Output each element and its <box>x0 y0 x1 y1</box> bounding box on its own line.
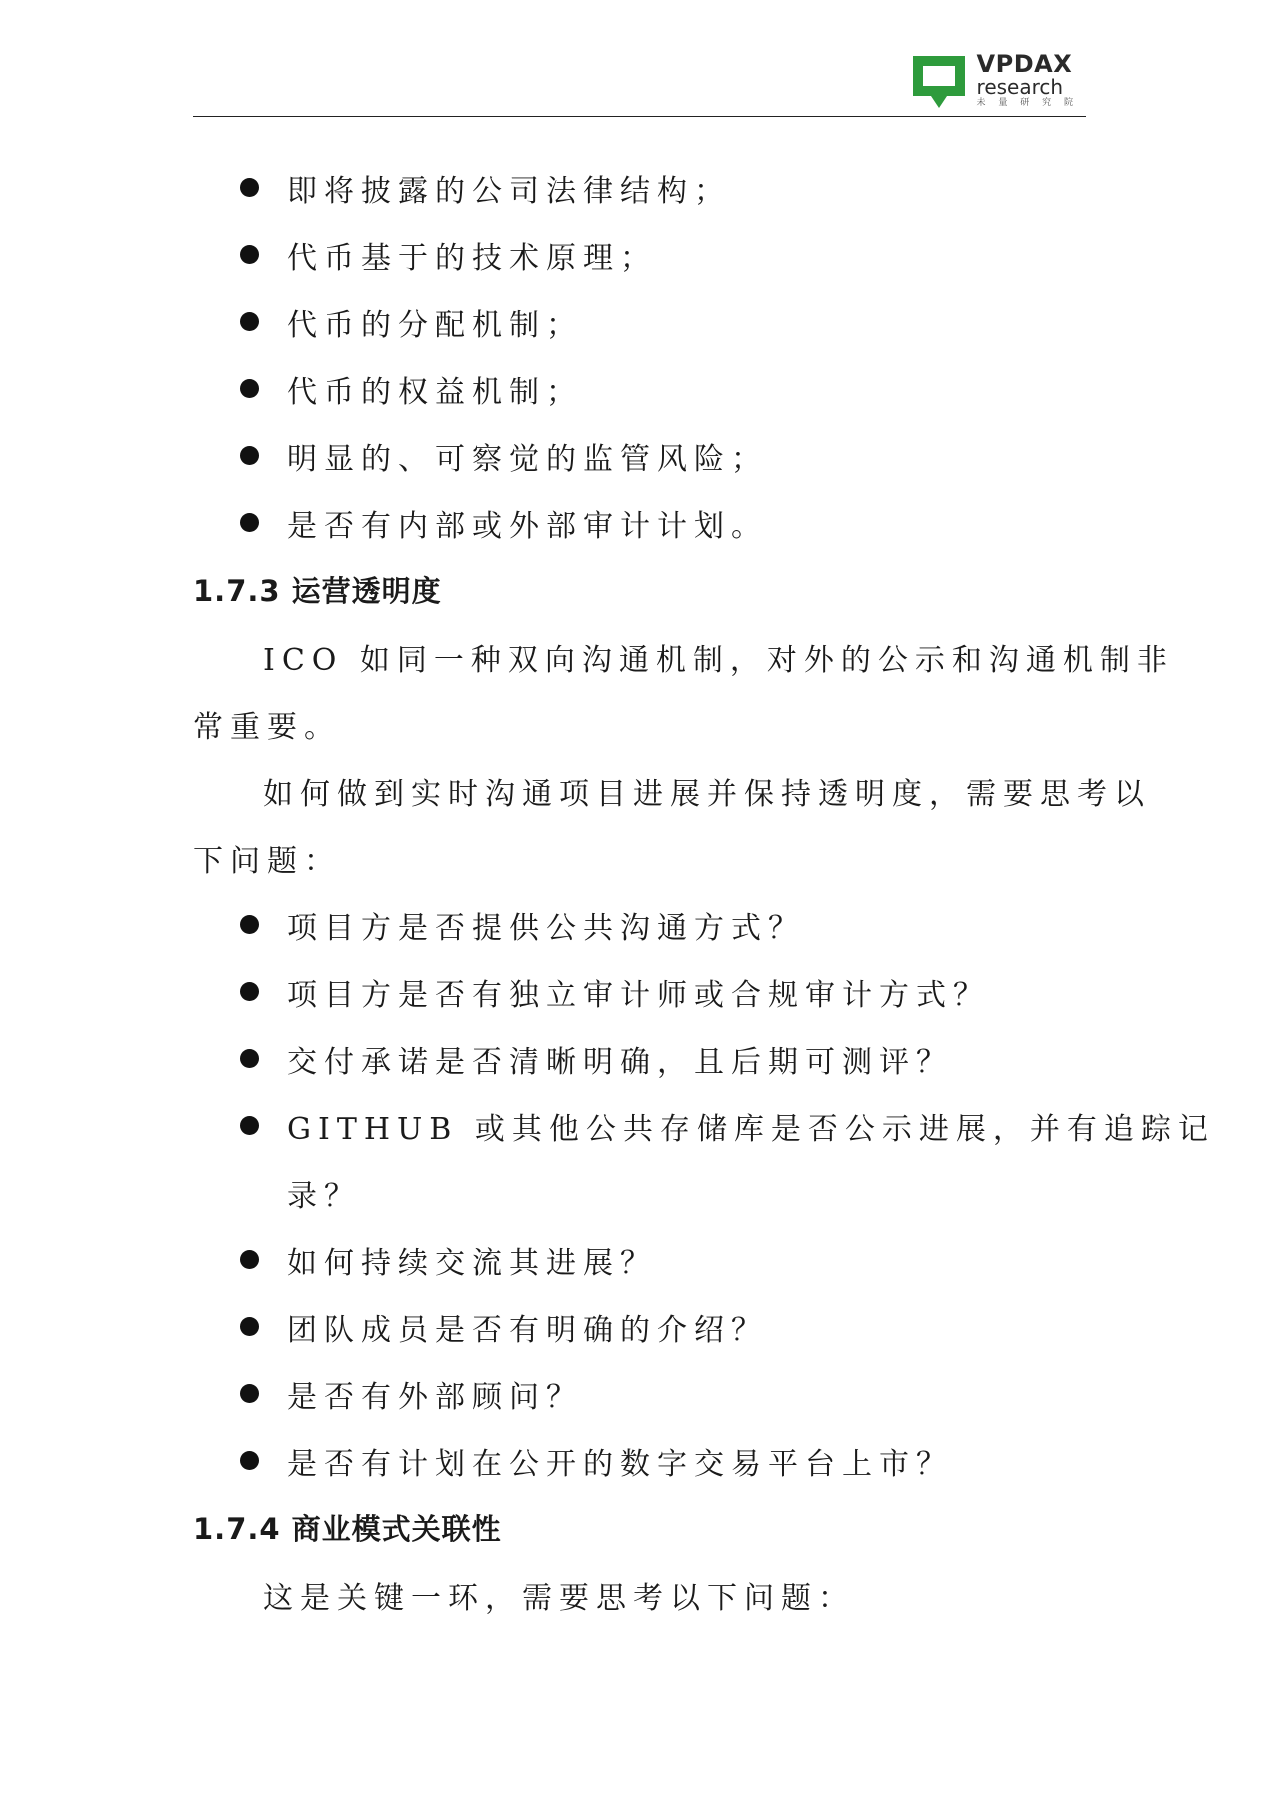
bullet-dot-icon <box>240 915 259 934</box>
paragraph-line: 常重要。 <box>193 709 341 745</box>
list-item-continuation: 录？ <box>287 1178 361 1214</box>
list-item-text: 代币基于的技术原理； <box>287 240 657 276</box>
list-item <box>193 891 1086 958</box>
bullet-dot-icon <box>240 1384 259 1403</box>
list-item <box>193 288 1086 355</box>
list-item-text: GITHUB 或其他公共存储库是否公示进展，并有追踪记 <box>287 1111 1215 1147</box>
list-item-text: 是否有内部或外部审计计划。 <box>287 508 768 544</box>
list-item-text: 是否有外部顾问？ <box>287 1379 583 1415</box>
list-item <box>193 1427 1086 1494</box>
list-item <box>193 1360 1086 1427</box>
list-item-text: 代币的权益机制； <box>287 374 583 410</box>
bullet-dot-icon <box>240 379 259 398</box>
list-item <box>193 355 1086 422</box>
paragraph-line: 这是关键一环，需要思考以下问题： <box>263 1580 855 1616</box>
bullet-dot-icon <box>240 1116 259 1135</box>
list-item <box>193 1025 1086 1092</box>
list-item-text: 项目方是否有独立审计师或合规审计方式？ <box>287 977 990 1013</box>
list-item <box>193 958 1086 1025</box>
section-heading-1-7-3: 1.7.3 运营透明度 <box>193 574 442 608</box>
bullet-dot-icon <box>240 1049 259 1068</box>
logo-chinese-name: 未 量 研 究 院 <box>976 98 1078 108</box>
list-item <box>193 489 1086 556</box>
speech-bubble-logo-icon <box>909 52 969 112</box>
list-item-text: 是否有计划在公开的数字交易平台上市？ <box>287 1446 953 1482</box>
list-item-text: 团队成员是否有明确的介绍？ <box>287 1312 768 1348</box>
list-item-text: 明显的、可察觉的监管风险； <box>287 441 768 477</box>
bullet-dot-icon <box>240 178 259 197</box>
list-item <box>193 221 1086 288</box>
list-item-text: 如何持续交流其进展？ <box>287 1245 657 1281</box>
paragraph-line: 如何做到实时沟通项目进展并保持透明度，需要思考以 <box>263 776 1151 812</box>
list-item <box>193 154 1086 221</box>
bullet-dot-icon <box>240 245 259 264</box>
page-header <box>193 40 1086 117</box>
vpdax-logo <box>909 52 1078 112</box>
list-item <box>193 1226 1086 1293</box>
logo-brand: VPDAX <box>976 50 1073 78</box>
paragraph-line: 下问题： <box>193 843 341 879</box>
bullet-dot-icon <box>240 982 259 1001</box>
list-item <box>193 1293 1086 1360</box>
list-item-text: 代币的分配机制； <box>287 307 583 343</box>
list-item-text: 即将披露的公司法律结构； <box>287 173 731 209</box>
bullet-dot-icon <box>240 1250 259 1269</box>
bullet-dot-icon <box>240 513 259 532</box>
list-item <box>193 1092 1215 1159</box>
list-item-text: 项目方是否提供公共沟通方式？ <box>287 910 805 946</box>
logo-subtitle: research <box>976 75 1064 99</box>
bullet-dot-icon <box>240 446 259 465</box>
paragraph-line: ICO 如同一种双向沟通机制，对外的公示和沟通机制非 <box>263 642 1174 678</box>
section-heading-1-7-4: 1.7.4 商业模式关联性 <box>193 1512 502 1546</box>
document-body <box>193 154 1215 1628</box>
list-item <box>193 422 1086 489</box>
bullet-dot-icon <box>240 312 259 331</box>
bullet-dot-icon <box>240 1317 259 1336</box>
bullet-dot-icon <box>240 1451 259 1470</box>
list-item-text: 交付承诺是否清晰明确，且后期可测评？ <box>287 1044 953 1080</box>
